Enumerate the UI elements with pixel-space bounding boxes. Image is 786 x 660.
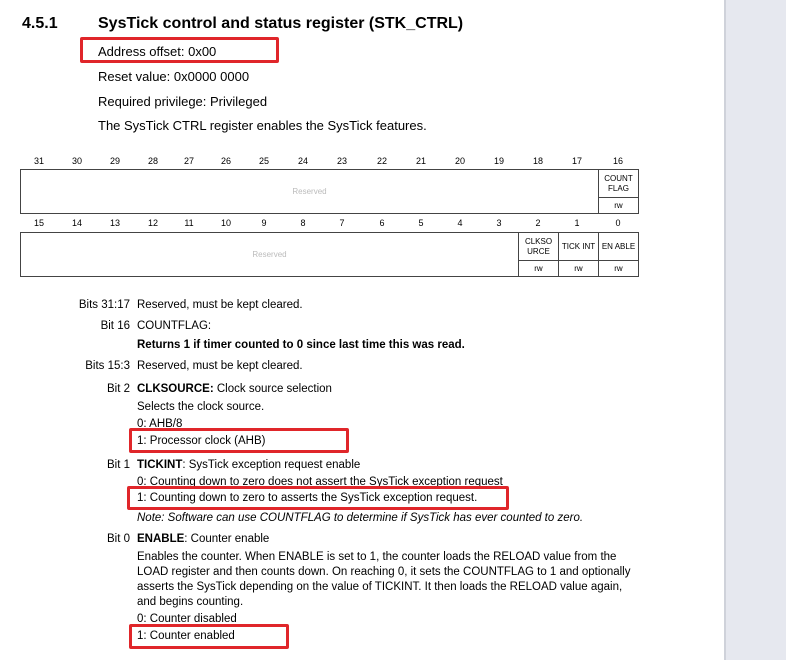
tickint-access: rw [559, 261, 599, 277]
section-number: 4.5.1 [22, 15, 58, 32]
tickint-option-1: 1: Counting down to zero to asserts the SysTick exception request. [137, 492, 478, 504]
bit-number: 23 [336, 156, 347, 166]
highlight-box-enable [129, 624, 289, 649]
countflag-access: rw [599, 198, 639, 214]
bit-number: 8 [300, 218, 306, 228]
bit-number: 9 [261, 218, 267, 228]
bit-number: 29 [109, 156, 120, 166]
bit-number: 27 [183, 156, 194, 166]
clksource-field: CLKSO URCE [519, 233, 559, 261]
tickint-field: TICK INT [559, 233, 599, 261]
field-heading-tickint [137, 459, 360, 471]
field-label-bit0: Bit 0 [106, 533, 130, 545]
field-name-enable: ENABLE [137, 533, 185, 545]
field-title-tickint: : SysTick exception request enable [182, 459, 361, 471]
bit-number: 2 [535, 218, 541, 228]
intro-text: The SysTick CTRL register enables the SysTick features. [98, 118, 427, 133]
enable-field: EN ABLE [599, 233, 639, 261]
highlight-box-tickint [127, 486, 509, 510]
page-edge [724, 0, 726, 660]
field-detail-enable: Enables the counter. When ENABLE is set to 1, the counter loads the RELOAD value from the LOAD register and then counts down. On reaching 0, it sets the COUNTFLAG to 1 and optionally asserts the SysTick depending on the value of TICKINT. It then loads the RELOAD value again, and begins counting. [137, 551, 631, 608]
bit-number: 18 [532, 156, 543, 166]
highlight-box-address [80, 37, 279, 63]
field-heading-clksource [137, 383, 332, 395]
reserved-field-lower: Reserved [21, 233, 519, 277]
field-detail-countflag: Returns 1 if timer counted to 0 since last time this was read. [137, 339, 465, 351]
field-name-clksource: CLKSOURCE: [137, 383, 214, 395]
clksource-option-1: 1: Processor clock (AHB) [137, 435, 266, 447]
bit-number: 26 [220, 156, 231, 166]
reset-value: Reset value: 0x0000 0000 [98, 69, 250, 84]
bit-number: 12 [147, 218, 158, 228]
field-label-bit16: Bit 16 [100, 320, 130, 332]
bit-number: 1 [574, 218, 580, 228]
bit-number: 15 [33, 218, 44, 228]
field-label-bit1: Bit 1 [106, 459, 130, 471]
bit-number: 16 [612, 156, 623, 166]
field-heading-enable [137, 533, 269, 545]
bit-number: 31 [33, 156, 44, 166]
bit-number: 0 [615, 218, 621, 228]
required-privilege: Required privilege: Privileged [98, 94, 268, 109]
field-title-enable: : Counter enable [184, 533, 270, 545]
enable-option-0: 0: Counter disabled [137, 613, 237, 625]
clksource-access: rw [519, 261, 559, 277]
bit-number: 3 [496, 218, 502, 228]
bit-number: 10 [220, 218, 231, 228]
field-text-bits31-17: Reserved, must be kept cleared. [137, 299, 303, 311]
address-offset: Address offset: 0x00 [98, 44, 217, 59]
bit-number: 11 [184, 218, 194, 228]
bit-number: 22 [376, 156, 387, 166]
section-title: SysTick control and status register (STK_CTRL) [98, 15, 464, 32]
bit-number: 14 [71, 218, 82, 228]
bit-number: 19 [493, 156, 504, 166]
field-label-bits15-3: Bits 15:3 [85, 360, 130, 372]
clksource-option-0: 0: AHB/8 [137, 418, 183, 429]
highlight-box-clksource [129, 428, 349, 453]
field-label-bits31-17: Bits 31:17 [78, 299, 130, 311]
countflag-field: COUNT FLAG [599, 170, 639, 198]
viewer-side-panel [726, 0, 786, 660]
field-detail-clksource: Selects the clock source. [137, 401, 265, 413]
field-name-tickint: TICKINT [137, 459, 183, 471]
reserved-field-upper: Reserved [21, 170, 599, 214]
bit-number: 25 [258, 156, 269, 166]
bit-number: 20 [454, 156, 465, 166]
bit-number: 24 [297, 156, 308, 166]
enable-access: rw [599, 261, 639, 277]
bit-number: 28 [147, 156, 158, 166]
bit-number: 17 [571, 156, 582, 166]
tickint-note: Note: Software can use COUNTFLAG to determine if SysTick has ever counted to zero. [137, 512, 584, 524]
register-lower-table [20, 232, 639, 277]
field-title-clksource: Clock source selection [213, 383, 332, 395]
bit-number: 13 [109, 218, 120, 228]
bit-number: 4 [457, 218, 463, 228]
field-name-countflag: COUNTFLAG: [137, 320, 212, 332]
enable-option-1: 1: Counter enabled [137, 630, 235, 642]
tickint-option-0: 0: Counting down to zero does not assert the SysTick exception request [137, 476, 503, 487]
register-upper-table [20, 169, 639, 214]
bit-number: 21 [415, 156, 426, 166]
bit-number: 30 [71, 156, 82, 166]
bit-number: 6 [379, 218, 385, 228]
field-label-bit2: Bit 2 [106, 383, 130, 395]
field-text-bits15-3: Reserved, must be kept cleared. [137, 360, 303, 372]
bit-number: 7 [339, 218, 345, 228]
bit-number: 5 [418, 218, 424, 228]
